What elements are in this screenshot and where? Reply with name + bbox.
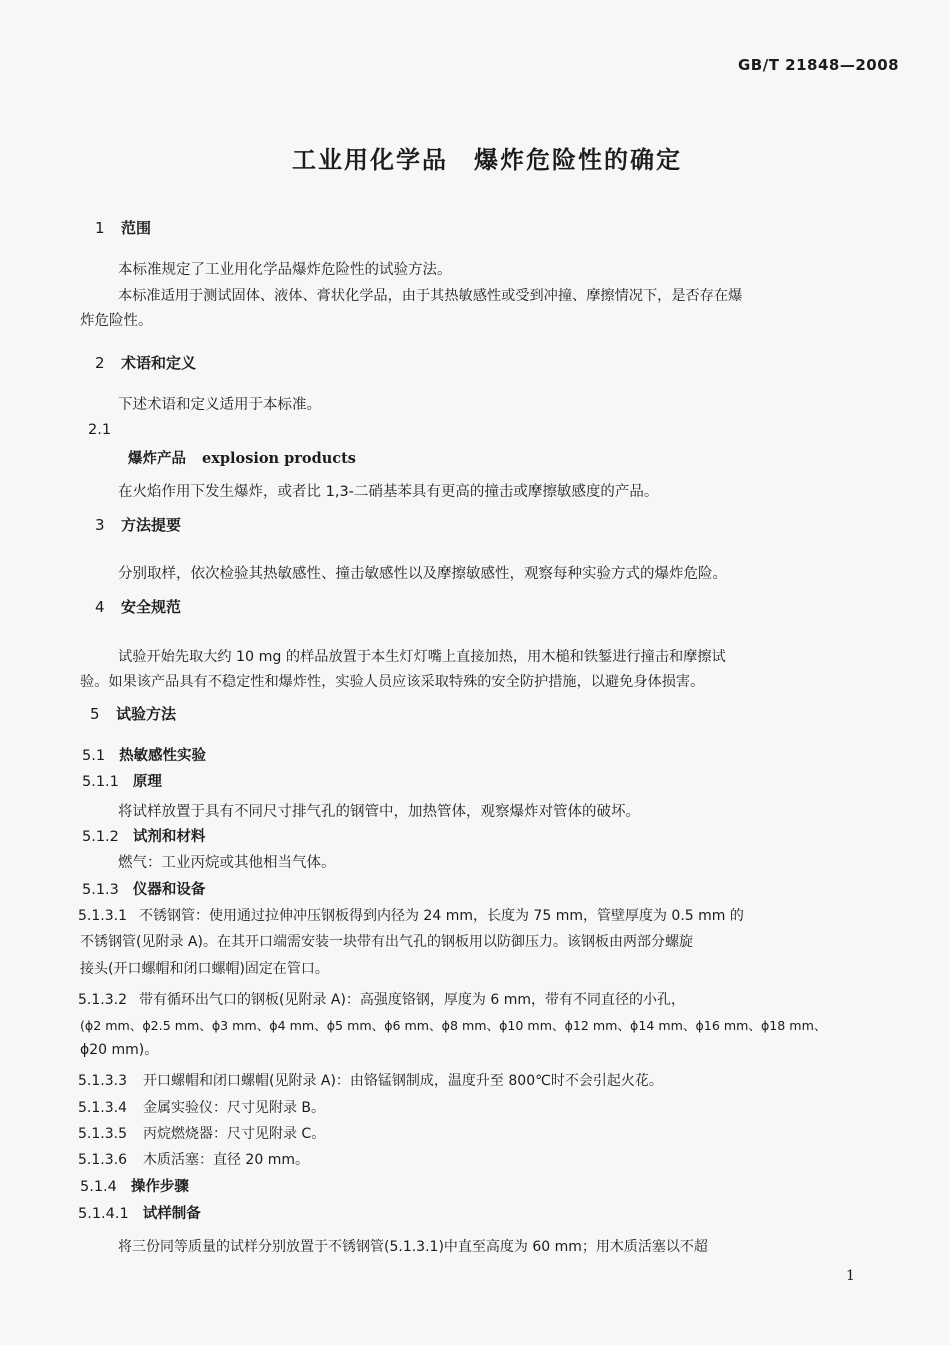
subsection-5-1-4-1-text: 将三份同等质量的试样分别放置于不锈钢管(5.1.3.1)中直至高度为 60 mm；用木质活塞以不超 (118, 1239, 708, 1255)
subsection-title: 试样制备 (142, 1206, 201, 1222)
section-2-heading (95, 352, 196, 373)
section-title: 试验方法 (116, 705, 177, 723)
section-number: 2 (95, 354, 105, 372)
item-5-1-3-1-line-3: 接头(开口螺帽和闭口螺帽)固定在管口。 (80, 961, 329, 977)
subsection-number: 5.1.3 (82, 882, 119, 898)
item-text: 不锈钢管：使用通过拉伸冲压钢板得到内径为 24 mm，长度为 75 mm，管壁厚度为 0.5 mm 的 (138, 908, 744, 924)
term-chinese: 爆炸产品 (128, 451, 186, 467)
subsection-title: 操作步骤 (130, 1179, 189, 1195)
item-number: 5.1.3.5 (78, 1126, 127, 1142)
section-1-para-1: 本标准规定了工业用化学品爆炸危险性的试验方法。 (118, 262, 452, 278)
item-5-1-3-2-line-1 (78, 988, 685, 1012)
subsection-title: 热敏感性实验 (119, 748, 207, 764)
item-5-1-3-3 (78, 1069, 663, 1093)
subsection-number: 5.1.2 (82, 829, 119, 845)
section-2-para-1: 下述术语和定义适用于本标准。 (118, 397, 321, 413)
section-number: 1 (95, 219, 105, 237)
subsection-number: 5.1.4.1 (78, 1206, 129, 1222)
item-5-1-3-1-line-2: 不锈钢管(见附录 A)。在其开口端需安装一块带有出气孔的钢板用以防御压力。该钢板由两部分螺旋 (80, 934, 693, 950)
section-5-heading (90, 703, 176, 724)
standard-number: GB/T 21848—2008 (738, 56, 900, 74)
subsection-5-1-4-1-heading (78, 1202, 201, 1223)
subsection-5-1-1-text: 将试样放置于具有不同尺寸排气孔的钢管中，加热管体，观察爆炸对管体的破坏。 (118, 804, 640, 820)
section-3-heading (95, 514, 181, 535)
section-number: 3 (95, 516, 105, 534)
subsection-title: 仪器和设备 (132, 882, 206, 898)
page-number: 1 (846, 1268, 855, 1284)
item-text: 丙烷燃烧器：尺寸见附录 C。 (142, 1126, 326, 1142)
item-5-1-3-6 (78, 1148, 309, 1172)
item-number: 5.1.3.1 (78, 908, 127, 924)
item-number: 5.1.3.2 (78, 992, 127, 1008)
section-1-heading (95, 217, 151, 238)
section-title: 范围 (121, 219, 152, 237)
term-english: explosion products (202, 450, 356, 467)
section-number: 4 (95, 598, 105, 616)
subsection-5-1-2-text: 燃气：工业丙烷或其他相当气体。 (118, 855, 336, 871)
item-text: 木质活塞：直径 20 mm。 (142, 1152, 309, 1168)
item-number: 5.1.3.4 (78, 1100, 127, 1116)
item-text: 带有循环出气口的钢板(见附录 A)：高强度铬钢，厚度为 6 mm，带有不同直径的小孔， (138, 992, 686, 1008)
item-5-1-3-4 (78, 1096, 325, 1120)
term-definition: 在火焰作用下发生爆炸，或者比 1,3-二硝基苯具有更高的撞击或摩擦敏感度的产品。 (118, 484, 659, 500)
section-1-para-2-line-2: 炸危险性。 (80, 313, 153, 329)
subsection-title: 原理 (132, 774, 162, 790)
item-text: 开口螺帽和闭口螺帽(见附录 A)：由铬锰钢制成，温度升至 800℃时不会引起火花。 (142, 1073, 663, 1089)
subsection-2-1-number: 2.1 (88, 422, 112, 438)
subsection-number: 5.1.4 (80, 1179, 117, 1195)
subsection-5-1-2-heading (82, 825, 205, 846)
item-5-1-3-2-line-3: ϕ20 mm)。 (80, 1042, 159, 1058)
section-number: 5 (90, 705, 100, 723)
section-title: 安全规范 (121, 598, 182, 616)
page-title: 工业用化学品 爆炸危险性的确定 (292, 146, 682, 174)
section-4-para-line-1: 试验开始先取大约 10 mg 的样品放置于本生灯灯嘴上直接加热，用木槌和铁錾进行撞击和摩擦试 (118, 649, 726, 665)
section-1-para-2-line-1: 本标准适用于测试固体、液体、膏状化学品，由于其热敏感性或受到冲撞、摩擦情况下，是否存在爆 (118, 288, 743, 304)
subsection-number: 5.1.1 (82, 774, 119, 790)
subsection-5-1-1-heading (82, 770, 162, 791)
subsection-5-1-4-heading (80, 1175, 189, 1196)
item-number: 5.1.3.3 (78, 1073, 127, 1089)
term-entry (128, 447, 356, 471)
subsection-title: 试剂和材料 (132, 829, 206, 845)
item-5-1-3-1-line-1 (78, 904, 744, 928)
section-title: 方法提要 (121, 516, 182, 534)
subsection-5-1-heading (82, 744, 206, 765)
item-number: 5.1.3.6 (78, 1152, 127, 1168)
section-title: 术语和定义 (121, 354, 197, 372)
item-5-1-3-2-line-2: (ϕ2 mm、ϕ2.5 mm、ϕ3 mm、ϕ4 mm、ϕ5 mm、ϕ6 mm、ϕ8 mm、ϕ10 mm、ϕ12 mm、ϕ14 mm、ϕ16 mm、ϕ18 mm、 (80, 1018, 827, 1033)
item-text: 金属实验仪：尺寸见附录 B。 (142, 1100, 326, 1116)
section-4-heading (95, 596, 181, 617)
section-3-para-1: 分别取样，依次检验其热敏感性、撞击敏感性以及摩擦敏感性，观察每种实验方式的爆炸危险。 (118, 566, 727, 582)
item-5-1-3-5 (78, 1122, 325, 1146)
subsection-5-1-3-heading (82, 878, 205, 899)
section-4-para-line-2: 验。如果该产品具有不稳定性和爆炸性，实验人员应该采取特殊的安全防护措施，以避免身体损害。 (80, 674, 705, 690)
subsection-number: 5.1 (82, 748, 106, 764)
